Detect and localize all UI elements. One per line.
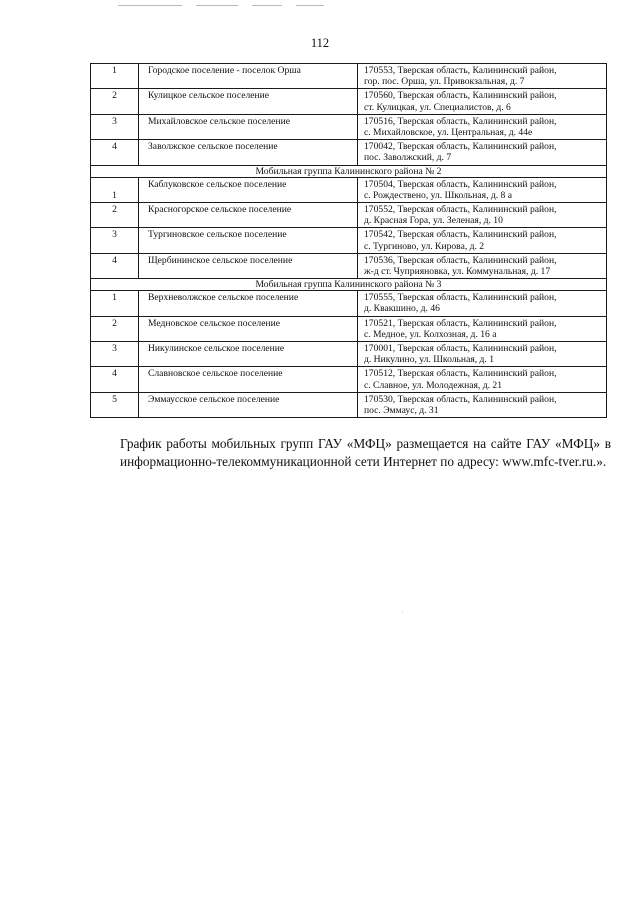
- row-number: 4: [91, 367, 139, 392]
- settlement-name: Никулинское сельское поселение: [139, 342, 358, 367]
- settlement-address: [358, 140, 607, 165]
- address-line: д. Квакшино, д. 46: [364, 303, 440, 315]
- settlement-name: Михайловское сельское поселение: [139, 114, 358, 139]
- row-number: 1: [91, 291, 139, 316]
- address-line: с. Славное, ул. Молодежная, д. 21: [364, 379, 503, 391]
- address-line: д. Красная Гора, ул. Зеленая, д. 10: [364, 215, 503, 227]
- address-line: 170553, Тверская область, Калининский район,: [364, 65, 557, 76]
- table-row: [91, 291, 607, 316]
- scan-edge-line: [196, 5, 238, 6]
- group-header-row: [91, 279, 607, 291]
- address-line: с. Медное, ул. Колхозная, д. 16 а: [364, 328, 497, 340]
- address-line: 170001, Тверская область, Калининский район,: [364, 343, 557, 355]
- table-row: [91, 114, 607, 139]
- table-row: [91, 140, 607, 165]
- settlement-address: [358, 392, 607, 417]
- address-line: гор. пос. Орша, ул. Привокзальная, д. 7: [364, 76, 525, 88]
- address-line: 170516, Тверская область, Калининский район,: [364, 115, 557, 127]
- address-line: 170555, Тверская область, Калининский район,: [364, 292, 557, 304]
- address-line: д. Никулино, ул. Школьная, д. 1: [364, 354, 495, 366]
- table-row: [91, 392, 607, 417]
- row-number: 4: [91, 140, 139, 165]
- settlement-name: Медновское сельское поселение: [139, 316, 358, 341]
- settlement-name: Тургиновское сельское поселение: [139, 228, 358, 253]
- address-line: ст. Кулицкая, ул. Специалистов, д. 6: [364, 101, 511, 113]
- settlement-address: [358, 367, 607, 392]
- table-row: [91, 342, 607, 367]
- row-number: 4: [91, 253, 139, 278]
- row-number: 2: [91, 316, 139, 341]
- row-number: 2: [91, 203, 139, 228]
- settlement-address: [358, 291, 607, 316]
- table-row: [91, 228, 607, 253]
- table-row: [91, 316, 607, 341]
- address-line: 170560, Тверская область, Калининский район,: [364, 90, 557, 102]
- settlement-name: Городское поселение - поселок Орша: [139, 64, 358, 89]
- settlement-name: Щербининское сельское поселение: [139, 253, 358, 278]
- settlement-name: Эммаусское сельское поселение: [139, 392, 358, 417]
- settlement-address: [358, 342, 607, 367]
- settlement-address: [358, 316, 607, 341]
- address-line: с. Тургиново, ул. Кирова, д. 2: [364, 240, 485, 252]
- page-number: 112: [310, 36, 330, 50]
- table-body: [91, 64, 607, 418]
- settlement-address: [358, 177, 607, 202]
- group-title: Мобильная группа Калининского района № 2: [91, 165, 607, 177]
- group-header-row: [91, 165, 607, 177]
- address-line: ж-д ст. Чуприяновка, ул. Коммунальная, д. 17: [364, 266, 551, 278]
- scan-edge-line: [252, 5, 282, 6]
- settlement-address: [358, 89, 607, 114]
- address-line: 170504, Тверская область, Калининский район,: [364, 178, 557, 190]
- row-number: 2: [91, 89, 139, 114]
- address-line: 170512, Тверская область, Калининский район,: [364, 368, 557, 380]
- address-line: 170521, Тверская область, Калининский район,: [364, 317, 557, 329]
- row-number: 3: [91, 228, 139, 253]
- settlement-address: [358, 64, 607, 89]
- footer-note: График работы мобильных групп ГАУ «МФЦ» размещается на сайте ГАУ «МФЦ» в информационно-телекоммуникационной сети Интернет по адресу: www.mfc-tver.ru.».: [120, 436, 611, 469]
- settlement-name: Верхневолжское сельское поселение: [139, 291, 358, 316]
- address-line: 170530, Тверская область, Калининский район,: [364, 393, 557, 405]
- settlement-name: Заволжское сельское поселение: [139, 140, 358, 165]
- address-line: 170536, Тверская область, Калининский район,: [364, 254, 557, 266]
- address-line: 170042, Тверская область, Калининский район,: [364, 141, 557, 153]
- settlement-address: [358, 228, 607, 253]
- row-number: 5: [91, 392, 139, 417]
- scan-speck: [402, 612, 403, 613]
- settlement-name: Красногорское сельское поселение: [139, 203, 358, 228]
- table-row: [91, 64, 607, 89]
- row-number: 1: [91, 177, 139, 202]
- row-number: 3: [91, 114, 139, 139]
- settlement-address: [358, 203, 607, 228]
- table-row: [91, 203, 607, 228]
- settlement-name: Каблуковское сельское поселение: [139, 177, 358, 202]
- address-line: с. Рождествено, ул. Школьная, д. 8 а: [364, 189, 513, 201]
- row-number: 1: [91, 64, 139, 89]
- address-line: 170552, Тверская область, Калининский район,: [364, 204, 557, 216]
- address-line: 170542, Тверская область, Калининский район,: [364, 229, 557, 241]
- table-row: [91, 177, 607, 202]
- scan-edge-line: [296, 5, 324, 6]
- address-line: пос. Эммаус, д. 31: [364, 405, 439, 417]
- table-row: [91, 253, 607, 278]
- settlement-name: Кулицкое сельское поселение: [139, 89, 358, 114]
- settlement-name: Славновское сельское поселение: [139, 367, 358, 392]
- address-line: с. Михайловское, ул. Центральная, д. 44е: [364, 127, 533, 139]
- schedule-table: [90, 63, 607, 418]
- settlement-address: [358, 114, 607, 139]
- address-line: пос. Заволжский, д. 7: [364, 152, 452, 164]
- table-row: [91, 89, 607, 114]
- settlement-address: [358, 253, 607, 278]
- table-row: [91, 367, 607, 392]
- scan-edge-line: [118, 5, 182, 6]
- group-title: Мобильная группа Калининского района № 3: [91, 279, 607, 291]
- row-number: 3: [91, 342, 139, 367]
